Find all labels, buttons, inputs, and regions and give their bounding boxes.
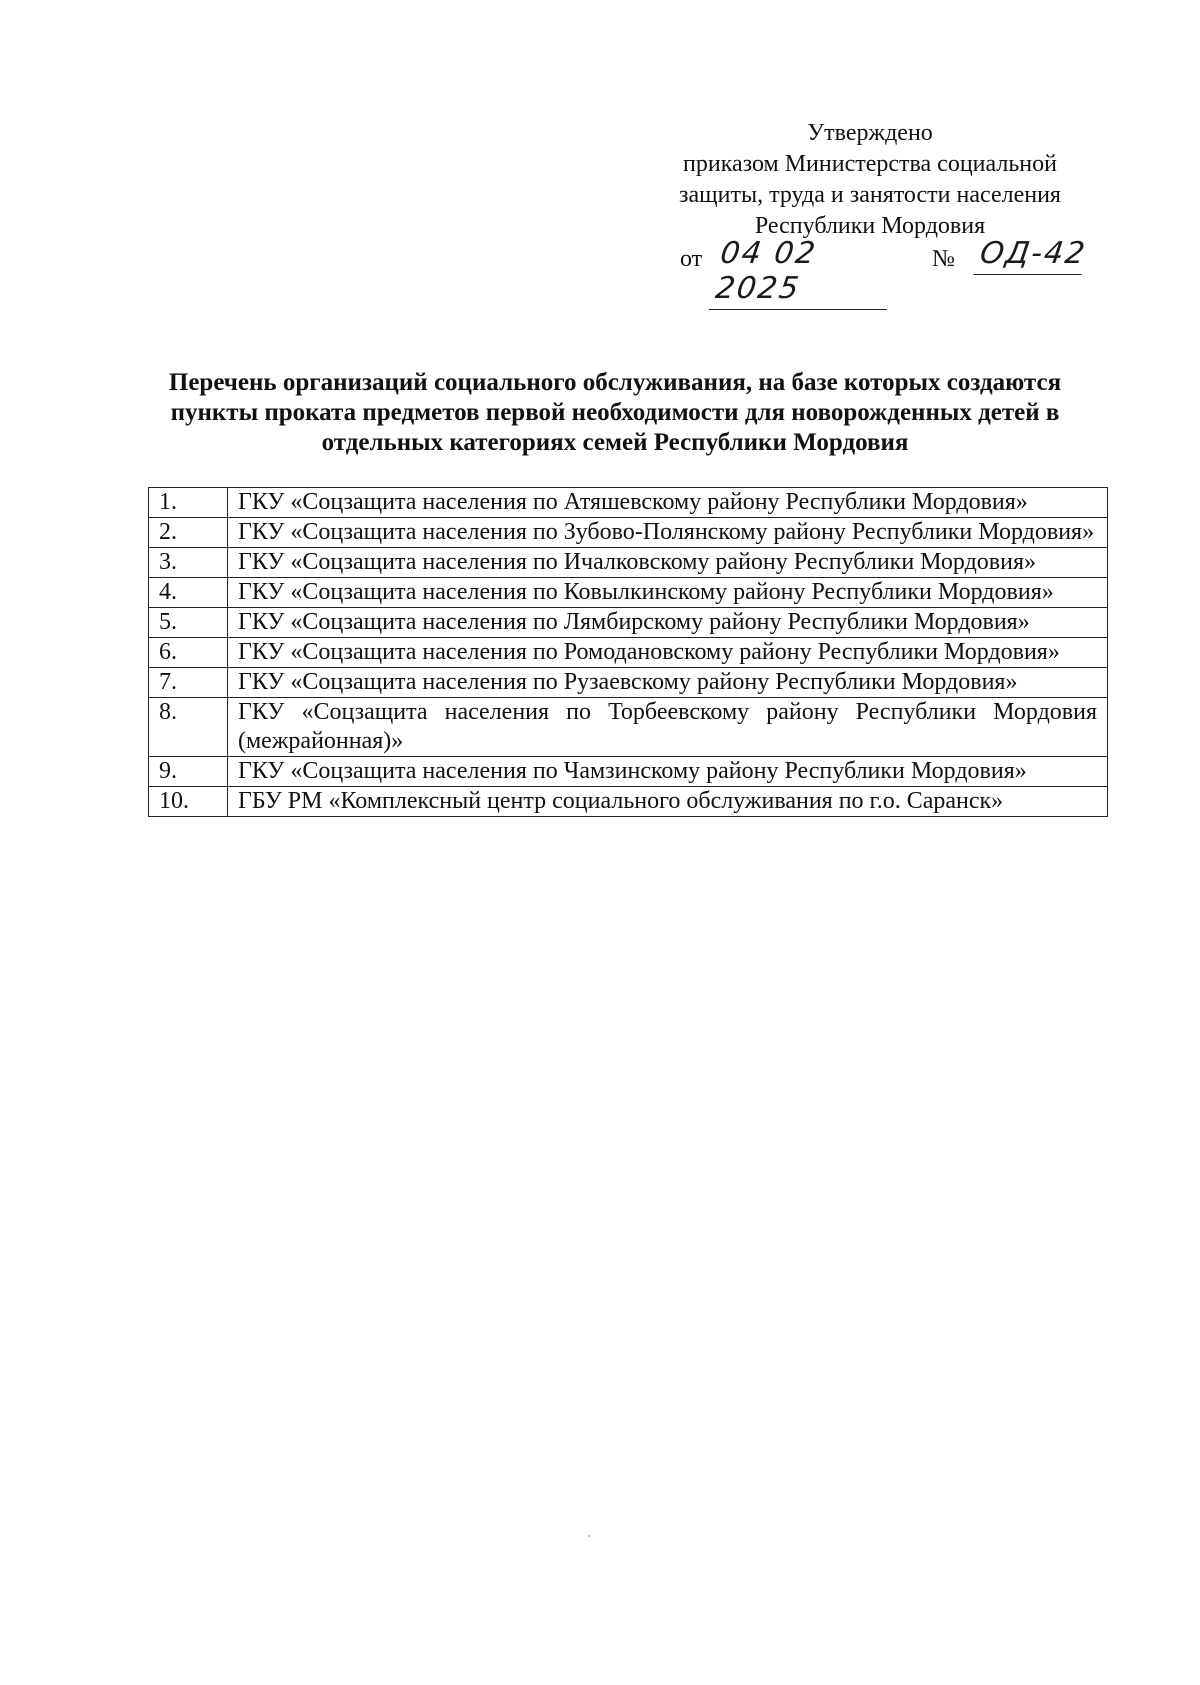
table-row — [149, 488, 1108, 518]
order-date-number — [680, 236, 1100, 306]
row-number: 1. — [149, 488, 228, 518]
row-number: 3. — [149, 548, 228, 578]
row-number: 4. — [149, 578, 228, 608]
date-label: от — [680, 246, 703, 272]
approval-line: приказом Министерства социальной — [683, 151, 1057, 177]
organization-name: ГКУ «Соцзащита населения по Ковылкинскому району Республики Мордовия» — [228, 578, 1108, 608]
organization-name: ГКУ «Соцзащита населения по Ромодановскому району Республики Мордовия» — [228, 638, 1108, 668]
table-row — [149, 638, 1108, 668]
approval-line: Республики Мордовия — [754, 213, 986, 239]
table-row — [149, 578, 1108, 608]
handwritten-number: ОД-42 — [973, 236, 1086, 275]
row-number: 6. — [149, 638, 228, 668]
approval-block — [640, 118, 1100, 242]
organizations-table — [148, 487, 1108, 817]
row-number: 7. — [149, 668, 228, 698]
row-number: 2. — [149, 518, 228, 548]
organization-name: ГКУ «Соцзащита населения по Торбеевскому району Республики Мордовия (межрайонная)» — [228, 698, 1108, 757]
table-row — [149, 548, 1108, 578]
approval-line: защиты, труда и занятости населения — [679, 182, 1061, 208]
table-row — [149, 668, 1108, 698]
row-number: 10. — [149, 787, 228, 817]
table-row — [149, 698, 1108, 757]
handwritten-date: 04 02 2025 — [709, 236, 897, 310]
organization-name: ГКУ «Соцзащита населения по Рузаевскому району Республики Мордовия» — [228, 668, 1108, 698]
organization-name: ГКУ «Соцзащита населения по Ичалковскому району Республики Мордовия» — [228, 548, 1108, 578]
row-number: 9. — [149, 757, 228, 787]
table-row — [149, 518, 1108, 548]
organization-name: ГКУ «Соцзащита населения по Чамзинскому району Республики Мордовия» — [228, 757, 1108, 787]
organization-name: ГКУ «Соцзащита населения по Атяшевскому району Республики Мордовия» — [228, 488, 1108, 518]
row-number: 5. — [149, 608, 228, 638]
document-title: Перечень организаций социального обслуживания, на базе которых создаются пункты проката предметов первой необходимости для новорожденных детей в отдельных категориях семей Республики Мордовия — [168, 369, 1062, 456]
row-number: 8. — [149, 698, 228, 757]
organization-name: ГКУ «Соцзащита населения по Лямбирскому району Республики Мордовия» — [228, 608, 1108, 638]
table-row — [149, 757, 1108, 787]
table-row — [149, 608, 1108, 638]
scan-speck — [588, 1535, 590, 1537]
table-row — [149, 787, 1108, 817]
organization-name: ГКУ «Соцзащита населения по Зубово-Полянскому району Республики Мордовия» — [228, 518, 1108, 548]
number-label: № — [932, 246, 955, 272]
organization-name: ГБУ РМ «Комплексный центр социального обслуживания по г.о. Саранск» — [228, 787, 1108, 817]
approval-line: Утверждено — [807, 120, 933, 146]
